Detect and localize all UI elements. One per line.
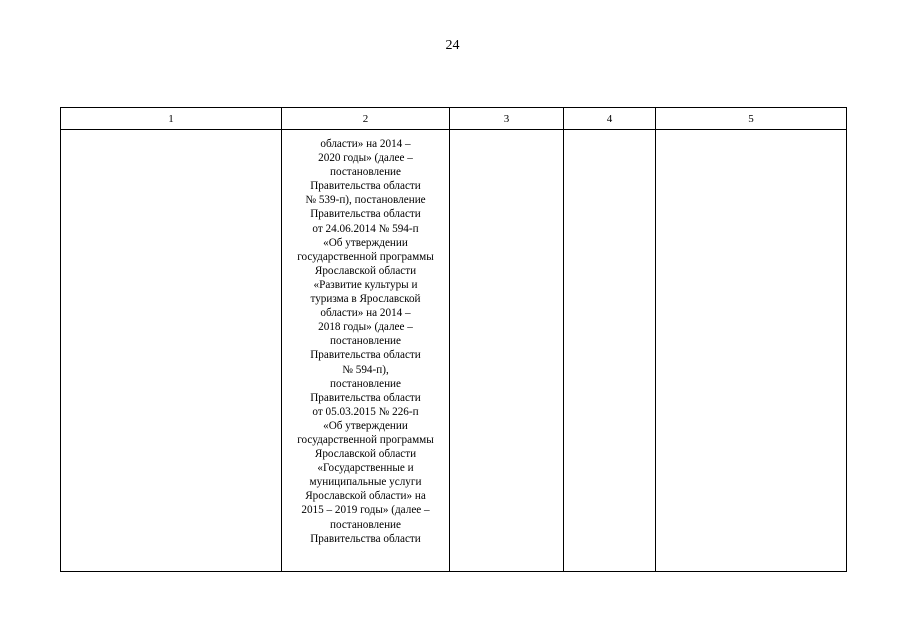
cell-text-line: Ярославской области (314, 448, 417, 461)
cell-text-col2 (282, 130, 449, 546)
cell-text-line: Правительства области (310, 208, 421, 221)
cell-text-line: № 539-п), постановление (305, 194, 426, 207)
cell-text-line: 2020 годы» (далее – (318, 152, 413, 165)
page-number: 24 (445, 38, 460, 53)
cell-text-line: Правительства области (310, 532, 421, 545)
cell-text-line: 2015 – 2019 годы» (далее – (301, 504, 430, 517)
table-cell-col5 (656, 130, 847, 572)
table-header-row (61, 108, 847, 130)
cell-text-line: от 24.06.2014 № 594-п (312, 222, 419, 235)
cell-text-line: № 594-п), (342, 363, 389, 376)
column-header-2: 2 (282, 108, 450, 130)
cell-text-line: постановление (329, 518, 402, 531)
table-row (61, 130, 847, 572)
table-cell-col1 (61, 130, 282, 572)
cell-text-line: области» на 2014 – (320, 307, 411, 320)
cell-text-line: области» на 2014 – (320, 138, 411, 150)
table-cell-col2 (282, 130, 450, 572)
cell-text-line: «Государственные и (317, 462, 414, 475)
cell-text-line: 2018 годы» (далее – (318, 321, 413, 334)
cell-text-line: Ярославской области» на (305, 490, 426, 503)
column-header-5: 5 (656, 108, 847, 130)
cell-text-line: муниципальные услуги (309, 476, 422, 489)
cell-text-line: Правительства области (310, 391, 421, 404)
cell-text-line: Правительства области (310, 180, 421, 193)
column-header-1: 1 (61, 108, 282, 130)
cell-text-line: постановление (329, 166, 402, 179)
table-cell-col3 (450, 130, 564, 572)
cell-text-line: Ярославской области (314, 264, 417, 277)
cell-text-line: постановление (329, 377, 402, 390)
cell-text-line: туризма в Ярославской (310, 293, 421, 306)
table-cell-col4 (564, 130, 656, 572)
cell-text-line: государственной программы (297, 250, 434, 263)
column-header-3: 3 (450, 108, 564, 130)
cell-text-line: «Об утверждении (323, 419, 408, 432)
column-header-4: 4 (564, 108, 656, 130)
cell-text-line: от 05.03.2015 № 226-п (312, 405, 419, 418)
cell-text-line: постановление (329, 335, 402, 348)
cell-text-line: «Об утверждении (323, 236, 408, 249)
cell-text-line: «Развитие культуры и (313, 278, 418, 291)
document-table (60, 107, 847, 572)
cell-text-line: Правительства области (310, 349, 421, 362)
cell-text-line: государственной программы (297, 433, 434, 446)
